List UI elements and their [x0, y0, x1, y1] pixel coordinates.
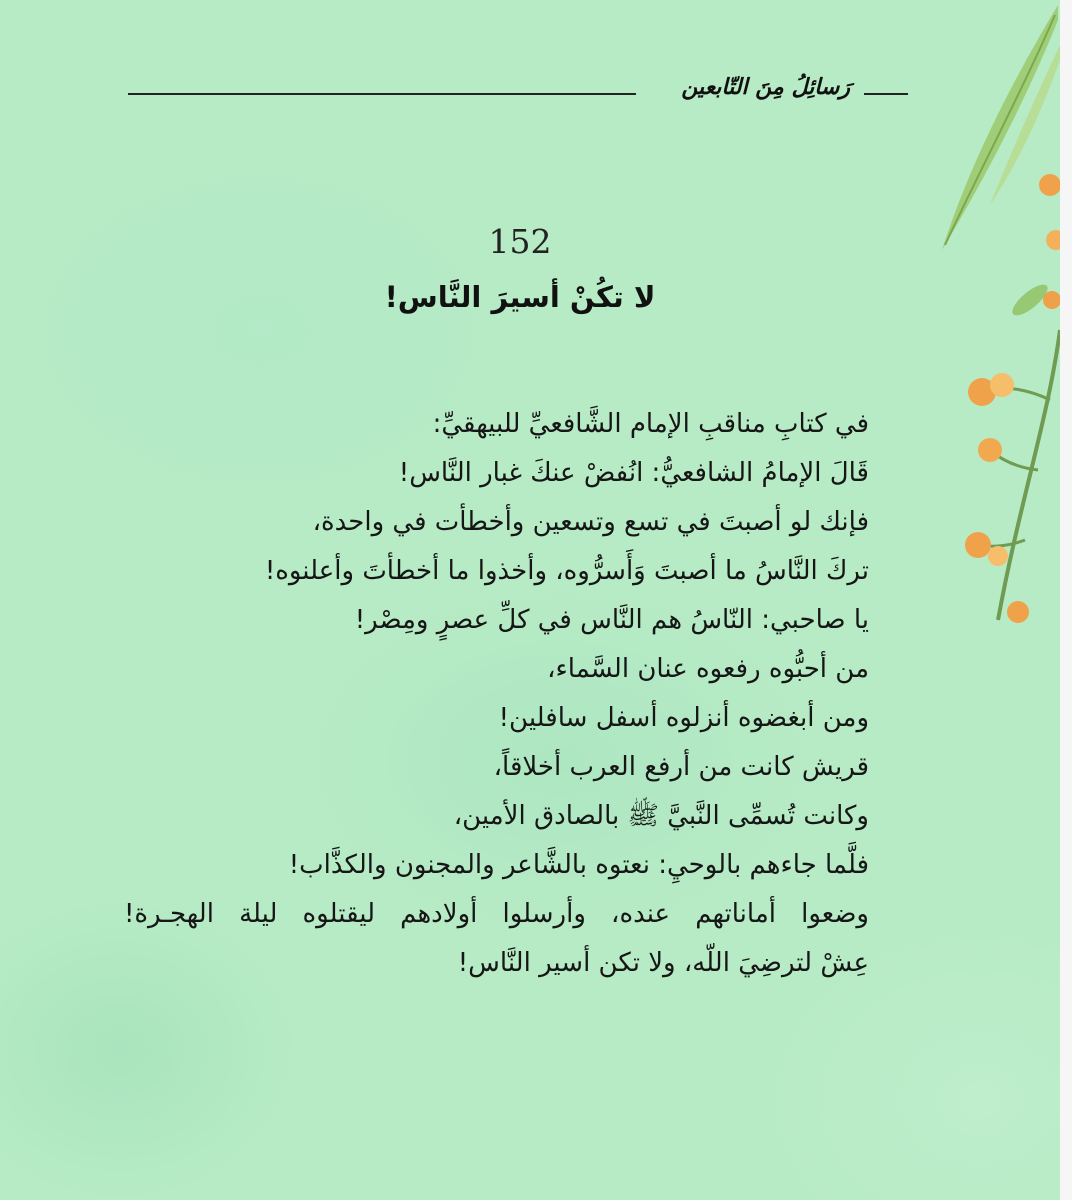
- leaf-vein: [945, 15, 1055, 245]
- floral-decoration: [880, 0, 1060, 680]
- berry: [1007, 601, 1029, 623]
- running-header: [128, 72, 908, 112]
- body-line: وكانت تُسمِّى النَّبيَّ ﷺ بالصادق الأمين،: [453, 801, 869, 831]
- berry: [965, 532, 991, 558]
- body-line: ومن أبغضوه أنزلوه أسفل سافلين!: [498, 703, 869, 733]
- body-text: [124, 400, 869, 988]
- body-line: قريش كانت من أرفع العرب أخلاقاً،: [493, 752, 869, 782]
- book-title: رَسائِلُ مِنَ التّابعين: [681, 74, 850, 100]
- body-line: في كتابِ مناقبِ الإمام الشَّافعيِّ للبيهقيِّ:: [432, 409, 869, 439]
- main-stem: [998, 330, 1060, 620]
- body-line-wrapped: وضعوا أماناتهم عنده، وأرسلوا أولادهم ليقتلوه ليلة الهجـرة!: [124, 899, 869, 929]
- body-line: قَالَ الإمامُ الشافعيُّ: انُفضْ عنكَ غبار النَّاس!: [398, 458, 869, 488]
- header-rule-left: [128, 93, 636, 95]
- page-edge: [1060, 0, 1072, 1200]
- berry: [990, 373, 1014, 397]
- berry: [988, 546, 1008, 566]
- body-line: فإنك لو أصبتَ في تسع وتسعين وأخطأت في واحدة،: [312, 507, 869, 537]
- berry: [978, 438, 1002, 462]
- body-line: تركَ النَّاسُ ما أصبتَ وَأَسرُّوه، وأخذوا ما أخطأتَ وأعلنوه!: [264, 556, 869, 586]
- chapter-title: لا تكُنْ أسيرَ النَّاس!: [384, 280, 656, 314]
- body-line: من أحبُّوه رفعوه عنان السَّماء،: [547, 654, 869, 684]
- page-number: 152: [488, 222, 552, 261]
- body-line: فلَّما جاءهم بالوحيِ: نعتوه بالشَّاعر والمجنون والكذَّاب!: [288, 850, 869, 880]
- berry: [1046, 230, 1060, 250]
- body-line: عِشْ لترضِيَ اللّه، ولا تكن أسير النَّاس!: [457, 948, 869, 978]
- body-line: يا صاحبي: النّاسُ هم النَّاس في كلِّ عصرٍ ومِصْر!: [354, 605, 869, 635]
- berry: [1039, 174, 1060, 196]
